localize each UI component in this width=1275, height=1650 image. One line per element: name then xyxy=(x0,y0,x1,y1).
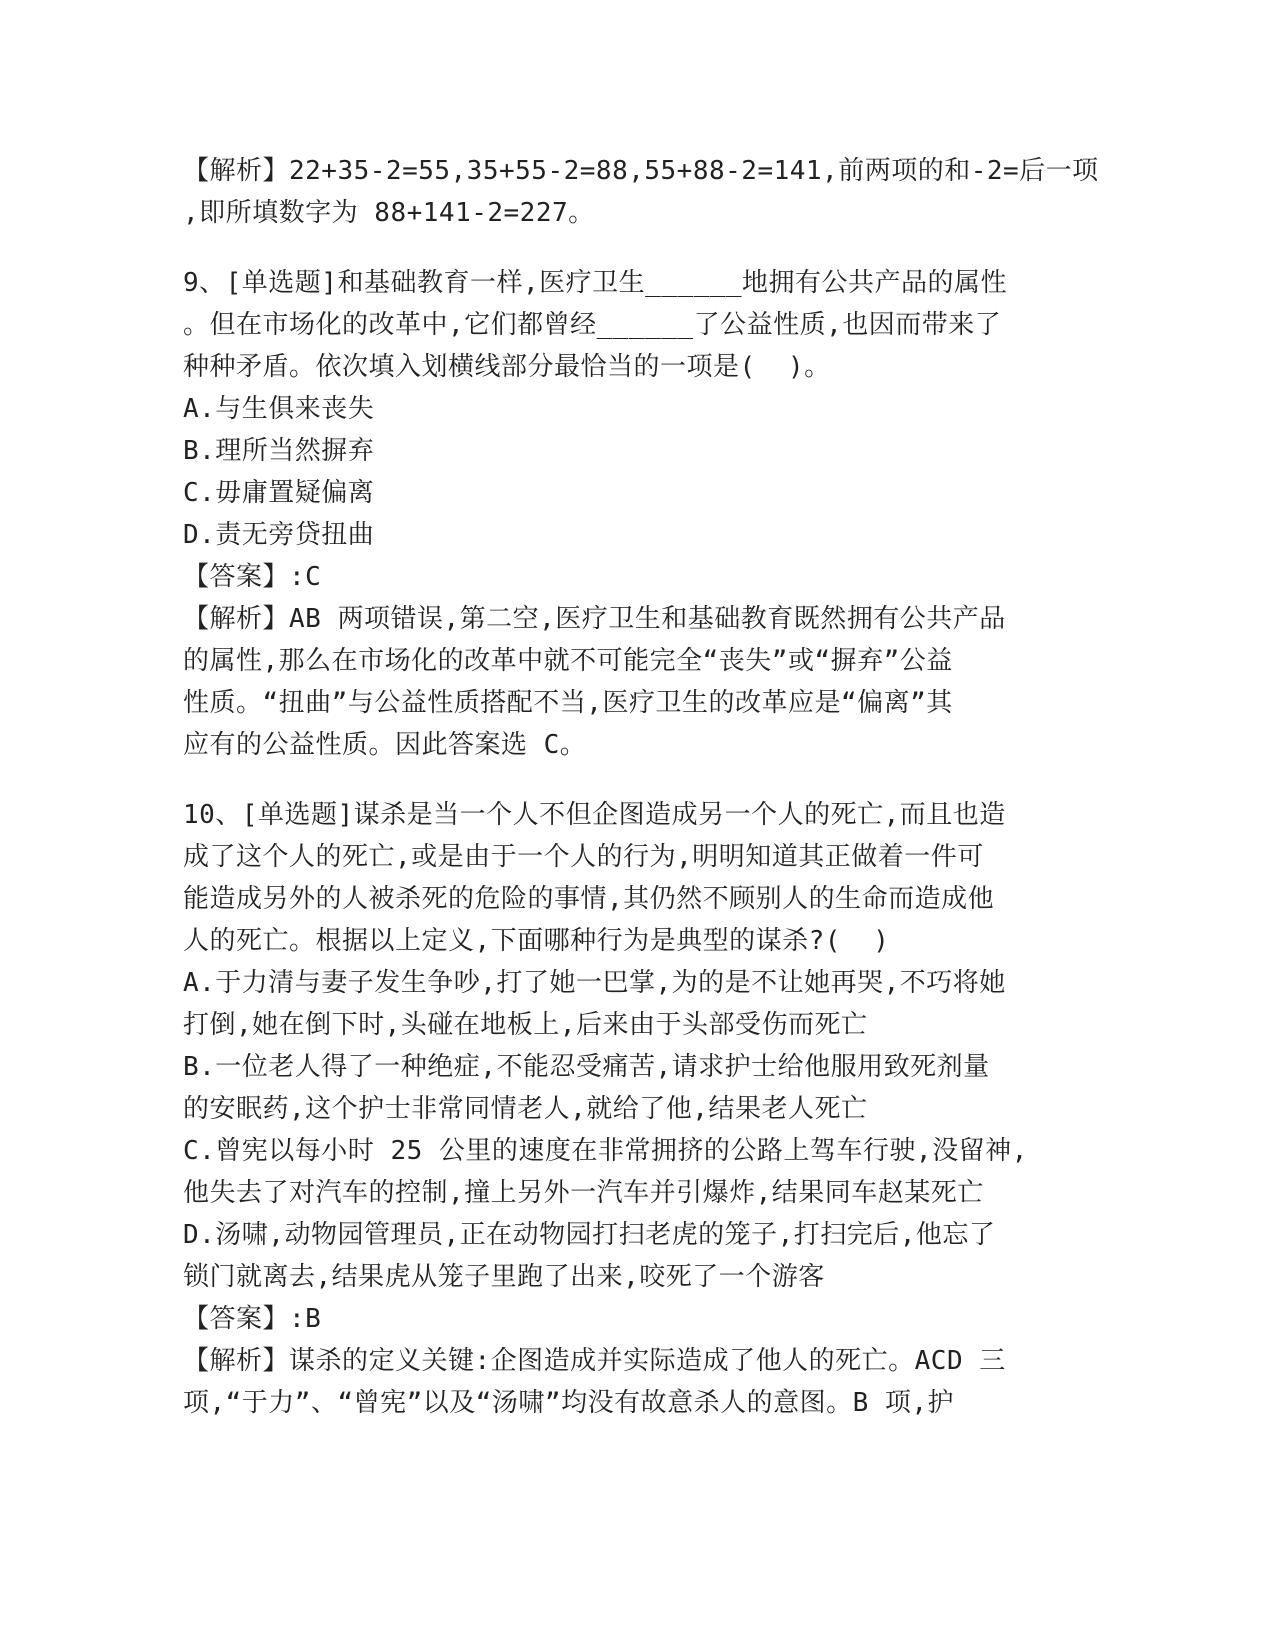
analysis-text: 【解析】谋杀的定义关键:企图造成并实际造成了他人的死亡。ACD 三 xyxy=(183,1346,1006,1376)
option-b: B.理所当然摒弃 xyxy=(183,436,375,466)
analysis-text: 【解析】AB 两项错误,第二空,医疗卫生和基础教育既然拥有公共产品 xyxy=(183,604,1006,634)
question-block-10 xyxy=(183,794,1083,1424)
option-b: 的安眠药,这个护士非常同情老人,就给了他,结果老人死亡 xyxy=(183,1094,868,1124)
option-d: D.汤啸,动物园管理员,正在动物园打扫老虎的笼子,打扫完后,他忘了 xyxy=(183,1220,996,1250)
option-c: C.毋庸置疑偏离 xyxy=(183,478,375,508)
question-text: 。但在市场化的改革中,它们都曾经______了公益性质,也因而带来了 xyxy=(183,310,1002,340)
paragraph-gap xyxy=(183,234,1083,262)
option-d: D.责无旁贷扭曲 xyxy=(183,520,375,550)
answer-line: 【答案】:B xyxy=(183,1304,322,1334)
analysis-block-q8 xyxy=(183,150,1099,234)
analysis-text: 性质。“扭曲”与公益性质搭配不当,医疗卫生的改革应是“偏离”其 xyxy=(183,688,953,718)
option-c: C.曾宪以每小时 25 公里的速度在非常拥挤的公路上驾车行驶,没留神, xyxy=(183,1136,1028,1166)
question-text: 成了这个人的死亡,或是由于一个人的行为,明明知道其正做着一件可 xyxy=(183,842,984,872)
question-text: 种种矛盾。依次填入划横线部分最恰当的一项是( )。 xyxy=(183,352,831,382)
question-text: 能造成另外的人被杀死的危险的事情,其仍然不顾别人的生命而造成他 xyxy=(183,884,995,914)
option-c: 他失去了对汽车的控制,撞上另外一汽车并引爆炸,结果同车赵某死亡 xyxy=(183,1178,984,1208)
question-text: 人的死亡。根据以上定义,下面哪种行为是典型的谋杀?( ) xyxy=(183,926,890,956)
option-a: A.于力清与妻子发生争吵,打了她一巴掌,为的是不让她再哭,不巧将她 xyxy=(183,968,1006,998)
option-b: B.一位老人得了一种绝症,不能忍受痛苦,请求护士给他服用致死剂量 xyxy=(183,1052,990,1082)
text-line: 【解析】22+35-2=55,35+55-2=88,55+88-2=141,前两项的和-2=后一项 xyxy=(183,156,1099,186)
question-block-9 xyxy=(183,262,1083,766)
paragraph-gap xyxy=(183,766,1083,794)
option-a: 打倒,她在倒下时,头碰在地板上,后来由于头部受伤而死亡 xyxy=(183,1010,868,1040)
document-page xyxy=(183,150,1099,1424)
analysis-text: 项,“于力”、“曾宪”以及“汤啸”均没有故意杀人的意图。B 项,护 xyxy=(183,1388,955,1418)
question-text: 9、[单选题]和基础教育一样,医疗卫生______地拥有公共产品的属性 xyxy=(183,268,1008,298)
question-text: 10、[单选题]谋杀是当一个人不但企图造成另一个人的死亡,而且也造 xyxy=(183,800,1006,830)
answer-line: 【答案】:C xyxy=(183,562,322,592)
text-line: ,即所填数字为 88+141-2=227。 xyxy=(183,198,595,228)
option-a: A.与生俱来丧失 xyxy=(183,394,375,424)
option-d: 锁门就离去,结果虎从笼子里跑了出来,咬死了一个游客 xyxy=(183,1262,825,1292)
analysis-text: 应有的公益性质。因此答案选 C。 xyxy=(183,730,587,760)
analysis-text: 的属性,那么在市场化的改革中就不可能完全“丧失”或“摒弃”公益 xyxy=(183,646,953,676)
